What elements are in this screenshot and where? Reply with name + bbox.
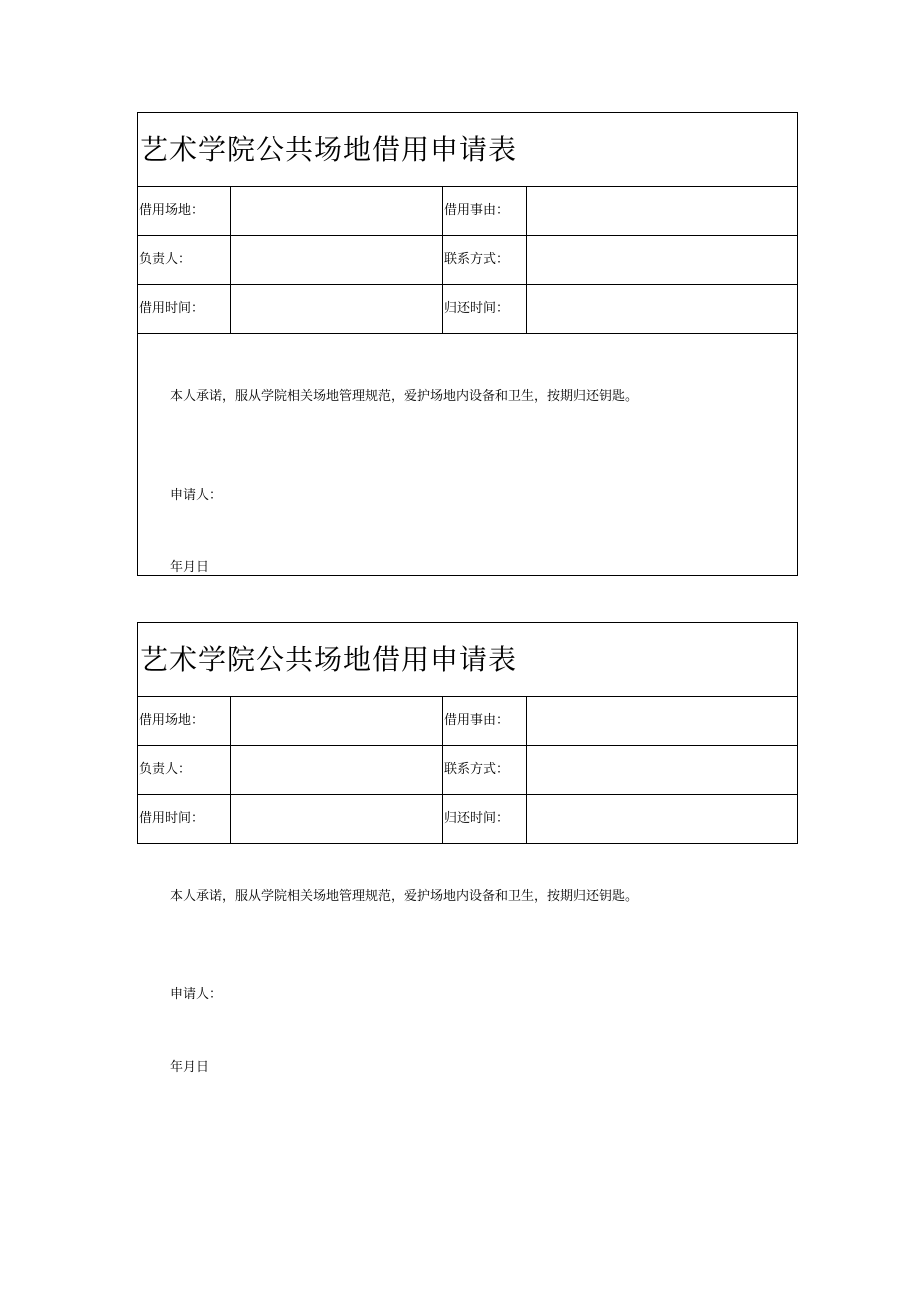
application-form-1	[137, 112, 798, 576]
pledge-text: 本人承诺，服从学院相关场地管理规范，爱护场地内设备和卫生，按期归还钥匙。	[170, 889, 639, 904]
date-label: 年月日	[170, 1060, 210, 1075]
table-row	[138, 746, 797, 795]
table-row	[138, 187, 797, 236]
return-time-label: 归还时间：	[443, 795, 527, 844]
reason-field[interactable]	[527, 187, 797, 235]
reason-field[interactable]	[527, 697, 797, 745]
contact-field[interactable]	[527, 746, 797, 794]
form-title: 艺术学院公共场地借用申请表	[138, 113, 797, 187]
pledge-text: 本人承诺，服从学院相关场地管理规范，爱护场地内设备和卫生，按期归还钥匙。	[170, 389, 639, 404]
table-row	[138, 236, 797, 285]
form-title: 艺术学院公共场地借用申请表	[138, 623, 797, 697]
applicant-label: 申请人：	[170, 987, 223, 1002]
venue-field[interactable]	[231, 187, 443, 235]
venue-field[interactable]	[231, 697, 443, 745]
applicant-label: 申请人：	[170, 488, 223, 503]
table-row	[138, 795, 797, 844]
application-form-2	[137, 622, 798, 844]
venue-label: 借用场地：	[138, 187, 231, 235]
table-row	[138, 697, 797, 746]
borrow-time-field[interactable]	[231, 285, 443, 333]
return-time-field[interactable]	[527, 285, 797, 333]
borrow-time-label: 借用时间：	[138, 285, 231, 333]
venue-label: 借用场地：	[138, 697, 231, 745]
return-time-field[interactable]	[527, 795, 797, 844]
reason-label: 借用事由：	[443, 187, 527, 235]
return-time-label: 归还时间：	[443, 285, 527, 333]
reason-label: 借用事由：	[443, 697, 527, 745]
borrow-time-label: 借用时间：	[138, 795, 231, 844]
date-label: 年月日	[170, 560, 210, 575]
table-row	[138, 285, 797, 334]
contact-label: 联系方式：	[443, 746, 527, 794]
borrow-time-field[interactable]	[231, 795, 443, 844]
person-in-charge-field[interactable]	[231, 236, 443, 284]
person-in-charge-label: 负责人：	[138, 236, 231, 284]
person-in-charge-field[interactable]	[231, 746, 443, 794]
contact-label: 联系方式：	[443, 236, 527, 284]
contact-field[interactable]	[527, 236, 797, 284]
person-in-charge-label: 负责人：	[138, 746, 231, 794]
